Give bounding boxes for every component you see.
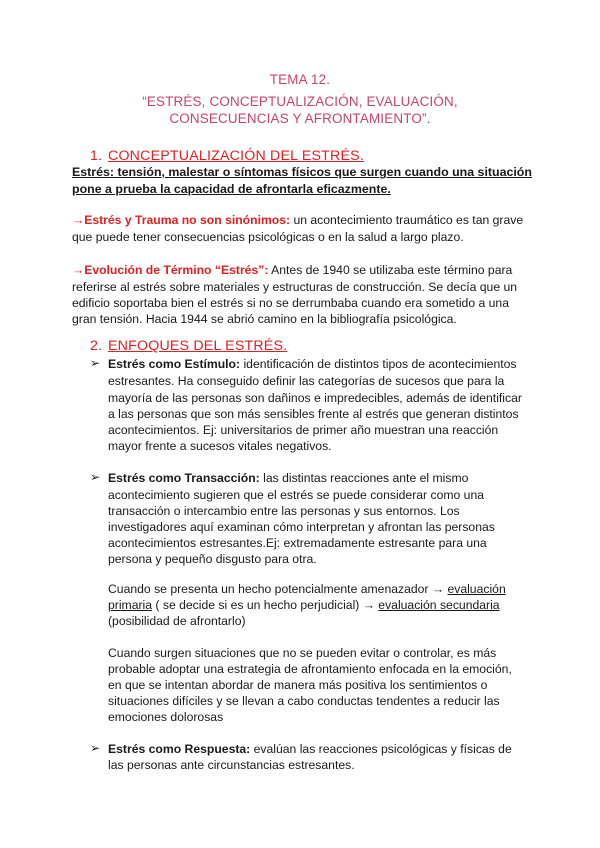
paragraph-evolution-line-3: edificio soportaba bien el estrés si no se derrumbaba cuando era sometido a una (72, 296, 509, 310)
transaction-line-4: investigadores aquí examinan cómo interpretan y afrontan las personas (108, 520, 495, 534)
bullet-arrow-icon: ➢ (90, 741, 101, 755)
coping-line-5: emociones dolorosas (108, 710, 224, 724)
stimulus-line-2: estresantes. Ha conseguido definir las categorías de sucesos que para la (108, 374, 505, 388)
paragraph-evolution-line-2: referirse al estrés sobre materiales y estructuras de construcción. Se decía que un (72, 280, 518, 294)
title-line-2: CONSECUENCIAS Y AFRONTAMIENTO”. (169, 111, 431, 126)
coping-line-1: Cuando surgen situaciones que no se pueden evitar o controlar, es más (108, 646, 497, 660)
stress-definition-line-2: pone a prueba la capacidad de afrontarla eficazmente. (72, 182, 391, 196)
stimulus-line-4: a las personas que son más sensibles frente al estrés que generan distintos (108, 407, 519, 421)
section-2-heading (90, 338, 287, 354)
paragraph-evolution-line-1 (72, 263, 512, 277)
appraisal-line-2 (108, 598, 500, 612)
stimulus-line-5: acontecimientos. Ej: universitarios de primer año muestran una reacción (108, 423, 499, 437)
section-1-title: CONCEPTUALIZACIÓN DEL ESTRÉS. (108, 148, 364, 164)
appraisal-line-3: (posibilidad de afrontarlo) (108, 614, 246, 628)
stimulus-lead: Estrés como Estímulo: (108, 357, 241, 371)
stress-definition-line-1: Estrés: tensión, malestar o síntomas físicos que surgen cuando una situación (72, 165, 532, 179)
stimulus-line-1 (108, 357, 517, 371)
response-line-1 (108, 742, 512, 756)
paragraph-evolution-line-4: gran tensión. Hacia 1944 se abrió camino en la bibliografía psicológica. (72, 312, 457, 326)
topic-number: TEMA 12. (269, 72, 331, 87)
section-2-title: ENFOQUES DEL ESTRÉS. (108, 338, 288, 354)
response-line-2: las personas ante circunstancias estresantes. (108, 758, 355, 772)
trauma-lead: →Estrés y Trauma no son sinónimos: (72, 213, 291, 227)
stimulus-text: identificación de distintos tipos de acontecimientos (240, 357, 517, 371)
section-1-number: 1. (90, 148, 103, 164)
coping-line-4: situaciones difíciles y se llevan a cabo conductas tendentes a reducir las (108, 694, 500, 708)
evolution-text: Antes de 1940 se utilizaba este término para (268, 263, 513, 277)
response-lead: Estrés como Respuesta: (108, 742, 251, 756)
transaction-line-5: acontecimientos estresantes.Ej: extremadamente estresante para una (108, 536, 487, 550)
transaction-line-3: transacción o intercambio entre las personas y sus entornos. Los (108, 504, 460, 518)
evolution-lead: →Evolución de Término “Estrés”: (72, 263, 269, 277)
bullet-arrow-icon: ➢ (90, 356, 101, 370)
transaction-line-6: persona y pequeño disgusto para otra. (108, 552, 317, 566)
transaction-line-1 (108, 471, 468, 485)
trauma-text: un acontecimiento traumático es tan grave (290, 213, 524, 227)
response-text: evalúan las reacciones psicológicas y físicas de (250, 742, 512, 756)
paragraph-trauma-line-2: que puede tener consecuencias psicológicas o en la salud a largo plazo. (72, 230, 464, 244)
coping-line-3: en que se intentan abordar de manera más positiva los sentimientos o (108, 678, 488, 692)
coping-line-2: probable adoptar una estrategia de afrontamiento enfocada en la emoción, (108, 662, 512, 676)
primary-appraisal-term: evaluación (447, 582, 506, 596)
title-line-1: “ESTRÉS, CONCEPTUALIZACIÓN, EVALUACIÓN, (142, 94, 458, 109)
appraisal-middle: ( se decide si es un hecho perjudicial) → (152, 598, 379, 612)
stimulus-line-3: mayoría de las personas son dañinos e impredecibles, además de identificar (108, 391, 522, 405)
primary-appraisal-term-2: primaria (108, 598, 153, 612)
transaction-text: las distintas reacciones ante el mismo (259, 471, 469, 485)
paragraph-trauma-line-1 (72, 213, 523, 227)
transaction-lead: Estrés como Transacción: (108, 471, 260, 485)
section-1-heading (90, 148, 364, 164)
transaction-line-2: acontecimiento sugieren que el estrés se puede considerar como una (108, 488, 485, 502)
appraisal-text: Cuando se presenta un hecho potencialmente amenazador → (108, 582, 448, 596)
bullet-arrow-icon: ➢ (90, 470, 101, 484)
section-2-number: 2. (90, 338, 103, 354)
stimulus-line-6: mayor frente a sucesos vitales negativos. (108, 439, 332, 453)
secondary-appraisal-term: evaluación secundaria (378, 598, 500, 612)
appraisal-line-1 (108, 582, 506, 596)
